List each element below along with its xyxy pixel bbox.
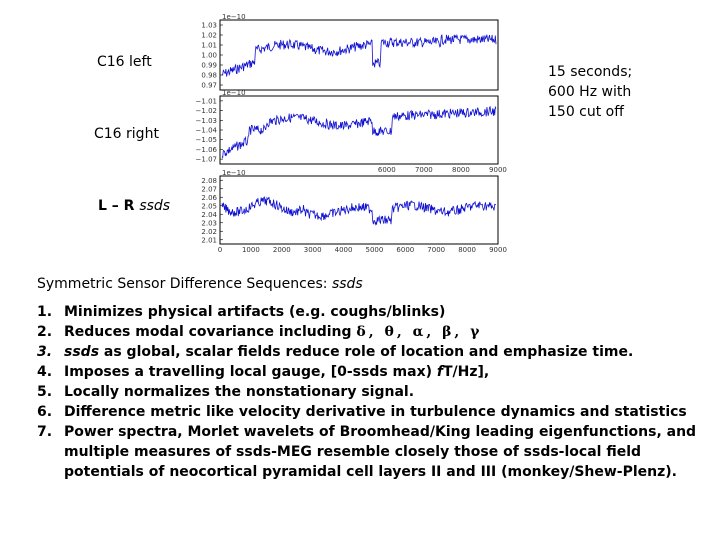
y-tick-label: 1.02 [201, 31, 217, 40]
x-tick-label: 6000 [377, 166, 396, 174]
l-minus-r-plot [190, 168, 510, 256]
x-tick-label: 3000 [303, 246, 322, 254]
c16-right-label: C16 right [94, 126, 159, 142]
l-minus-r-plot-svg [190, 168, 510, 256]
y-tick-label: 2.04 [201, 210, 217, 219]
note-line: 15 seconds; [548, 64, 633, 80]
y-tick-label: 2.05 [201, 202, 217, 211]
list-item: 2. Reduces modal covariance including δ, θ, α, β, γ [37, 324, 483, 340]
x-tick-label: 7000 [414, 166, 433, 174]
x-tick-label: 5000 [365, 246, 384, 254]
plot-frame [220, 20, 498, 90]
y-tick-label: 0.97 [201, 81, 217, 90]
c16-right-plot-svg [190, 88, 510, 176]
list-item: 3. ssds as global, scalar fields reduce role of location and emphasize time. [37, 344, 634, 360]
x-tick-label: 8000 [452, 166, 470, 174]
y-tick-label: −1.04 [195, 126, 217, 135]
x-tick-label: 6000 [396, 246, 415, 254]
axis-exponent-label: 1e−10 [222, 169, 246, 177]
recording-note [548, 62, 632, 122]
axis-exponent-label: 1e−10 [222, 89, 246, 97]
axis-exponent-label: 1e−10 [222, 13, 246, 21]
x-tick-label: 1000 [241, 246, 260, 254]
y-tick-label: 0.98 [201, 71, 217, 80]
x-tick-label: 4000 [334, 246, 353, 254]
note-line: 600 Hz with [548, 84, 632, 100]
y-tick-label: 2.08 [201, 176, 217, 185]
list-item: 5. Locally normalizes the nonstationary signal. [37, 384, 415, 400]
x-tick-label: 2000 [272, 246, 291, 254]
y-tick-label: 2.07 [201, 185, 217, 194]
x-tick-label: 9000 [489, 246, 507, 254]
list-item: 7. Power spectra, Morlet wavelets of Broomhead/King leading eigenfunctions, and multiple measures of ssds-MEG resemble closely those of ssds-local field potentials of neocortical pyramidal cell layers II and III (monkey/Shew-Plenz). [37, 424, 697, 480]
y-tick-label: −1.03 [195, 116, 217, 125]
y-tick-label: 2.03 [201, 219, 217, 228]
y-tick-label: −1.02 [195, 107, 217, 116]
y-tick-label: 2.06 [201, 193, 217, 202]
y-tick-label: −1.06 [195, 145, 217, 154]
y-tick-label: 2.02 [201, 227, 217, 236]
note-line: 150 cut off [548, 104, 624, 120]
x-tick-label: 9000 [489, 166, 507, 174]
greek-bands: δ, θ, α, β, γ [356, 324, 483, 340]
list-item: 1. Minimizes physical artifacts (e.g. coughs/blinks) [37, 304, 446, 320]
y-tick-label: 1.00 [201, 51, 217, 60]
y-tick-label: −1.01 [195, 97, 217, 106]
feature-list [37, 302, 707, 482]
l-minus-r-label: L – R ssds [98, 198, 171, 214]
y-tick-label: −1.07 [195, 155, 217, 164]
y-tick-label: 0.99 [201, 61, 217, 70]
x-tick-label: 7000 [427, 246, 446, 254]
section-title: Symmetric Sensor Difference Sequences: ssds [37, 276, 363, 292]
y-tick-label: 2.01 [201, 236, 217, 245]
y-tick-label: 1.03 [201, 21, 217, 30]
c16-left-label: C16 left [97, 54, 152, 70]
y-tick-label: −1.05 [195, 136, 217, 145]
list-item: 4. Imposes a travelling local gauge, [0-ssds max) fT/Hz], [37, 364, 490, 380]
x-tick-label: 8000 [458, 246, 477, 254]
list-item: 6. Difference metric like velocity derivative in turbulence dynamics and statistics [37, 404, 687, 420]
c16-right-plot [190, 88, 510, 176]
y-tick-label: 1.01 [201, 41, 217, 50]
x-tick-label: 0 [217, 246, 223, 254]
